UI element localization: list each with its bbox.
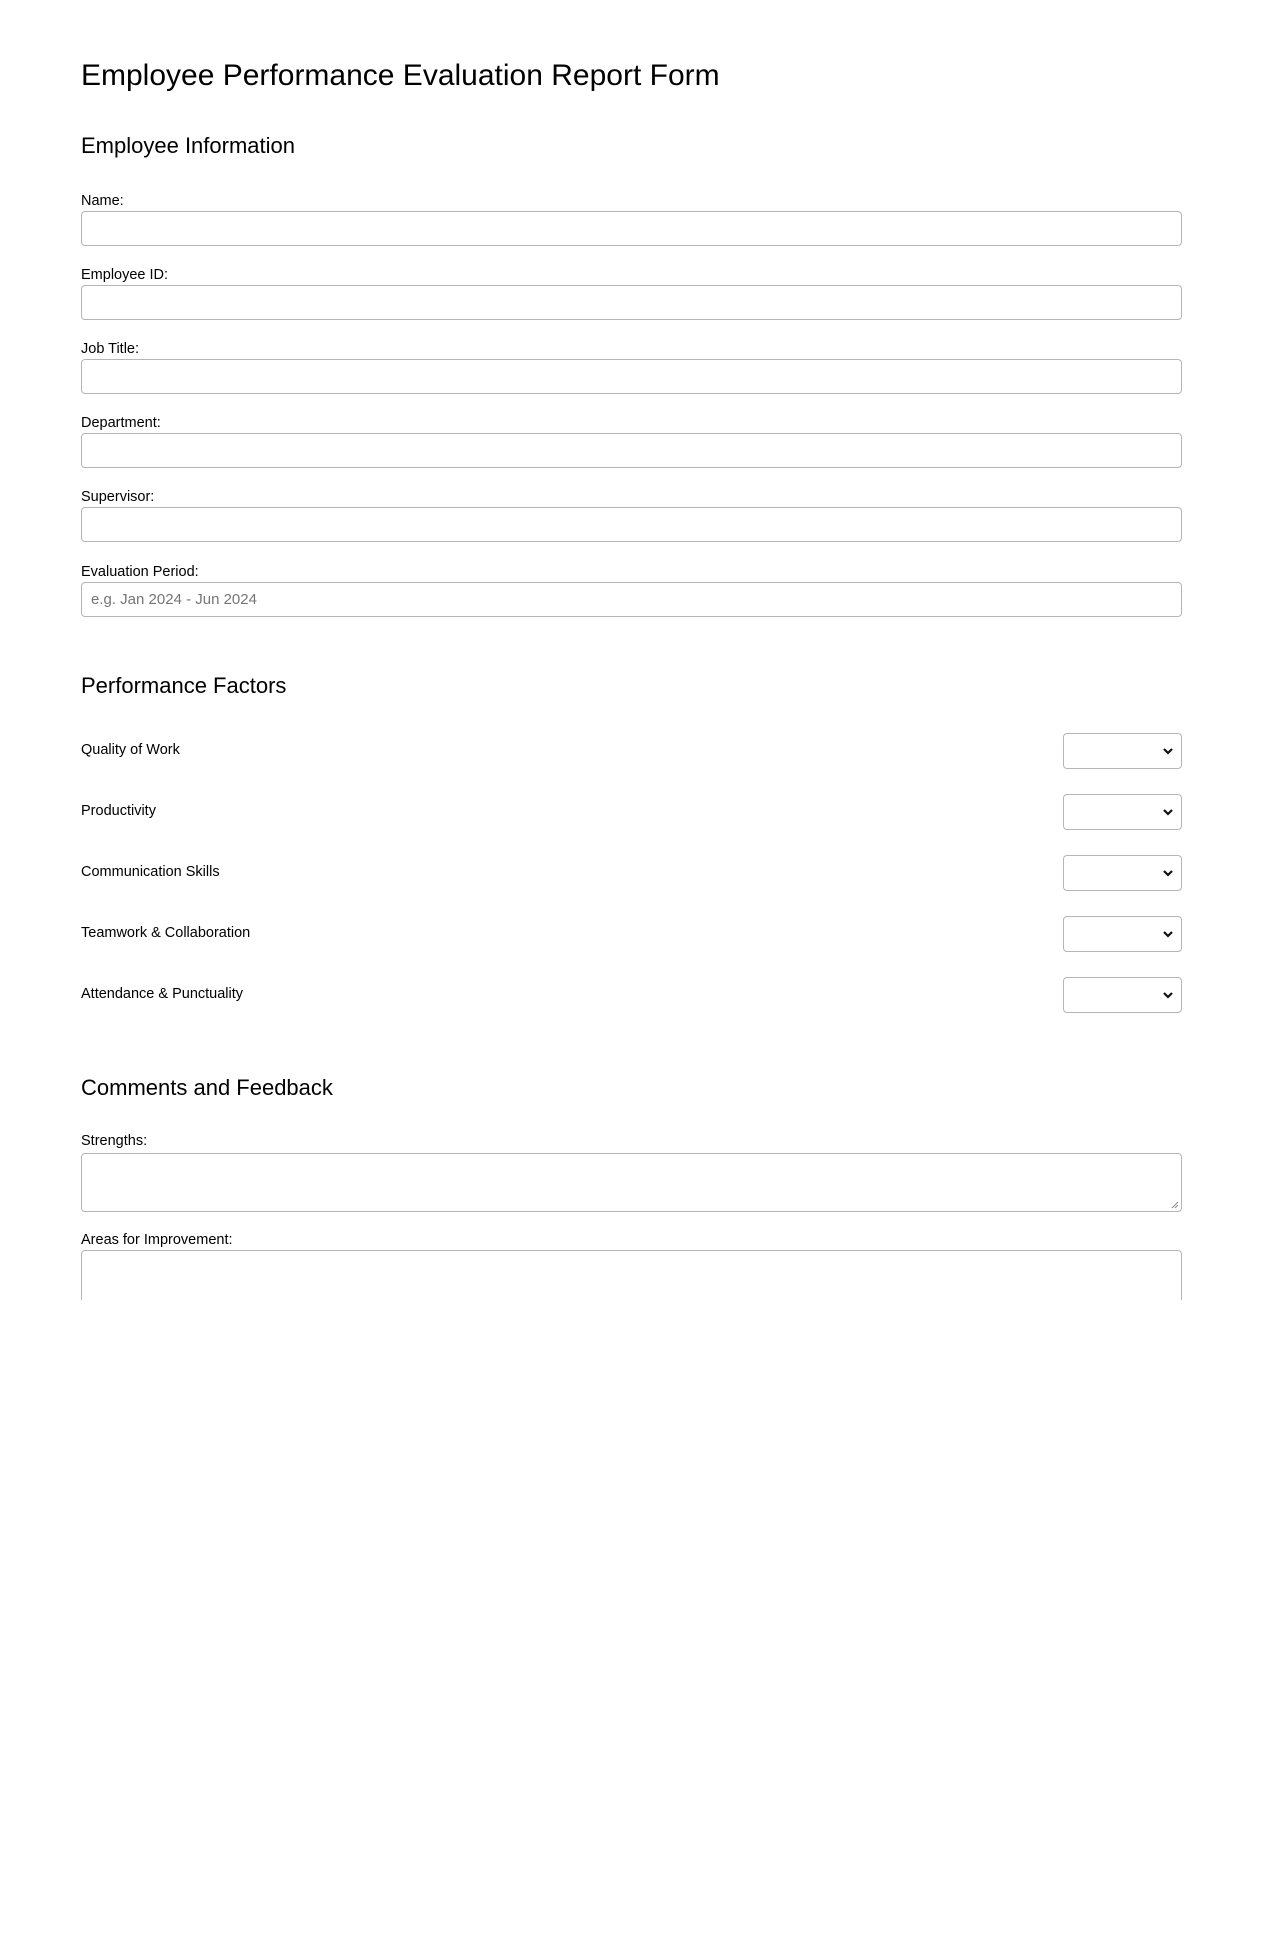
attendance-punctuality-select[interactable] [1063,977,1182,1013]
factor-label: Attendance & Punctuality [81,986,244,1002]
chevron-down-icon [1162,989,1174,1001]
quality-of-work-select[interactable] [1063,733,1182,769]
chevron-down-icon [1162,867,1174,879]
teamwork-collaboration-select[interactable] [1063,916,1182,952]
evaluation-period-input[interactable] [81,582,1182,617]
productivity-select[interactable] [1063,794,1182,830]
name-input[interactable] [81,211,1182,246]
section-heading-comments-feedback: Comments and Feedback [81,1075,333,1100]
chevron-down-icon [1162,928,1174,940]
chevron-down-icon [1162,745,1174,757]
department-label: Department: [81,415,161,431]
strengths-label: Strengths: [81,1133,148,1149]
section-heading-employee-information: Employee Information [81,133,295,158]
supervisor-label: Supervisor: [81,489,155,505]
communication-skills-select[interactable] [1063,855,1182,891]
job-title-label: Job Title: [81,341,140,357]
factor-label: Productivity [81,803,156,819]
supervisor-input[interactable] [81,507,1182,542]
evaluation-period-label: Evaluation Period: [81,564,199,580]
chevron-down-icon [1162,806,1174,818]
department-input[interactable] [81,433,1182,468]
factor-label: Communication Skills [81,864,220,880]
resize-handle-icon[interactable] [1170,1200,1179,1209]
areas-for-improvement-textarea[interactable] [81,1250,1182,1300]
page-title: Employee Performance Evaluation Report Form [81,59,720,92]
factor-label: Quality of Work [81,742,180,758]
strengths-textarea[interactable] [81,1153,1182,1212]
section-heading-performance-factors: Performance Factors [81,673,287,698]
areas-for-improvement-label: Areas for Improvement: [81,1232,233,1248]
name-label: Name: [81,193,124,209]
employee-id-input[interactable] [81,285,1182,320]
factor-label: Teamwork & Collaboration [81,925,251,941]
job-title-input[interactable] [81,359,1182,394]
employee-id-label: Employee ID: [81,267,169,283]
